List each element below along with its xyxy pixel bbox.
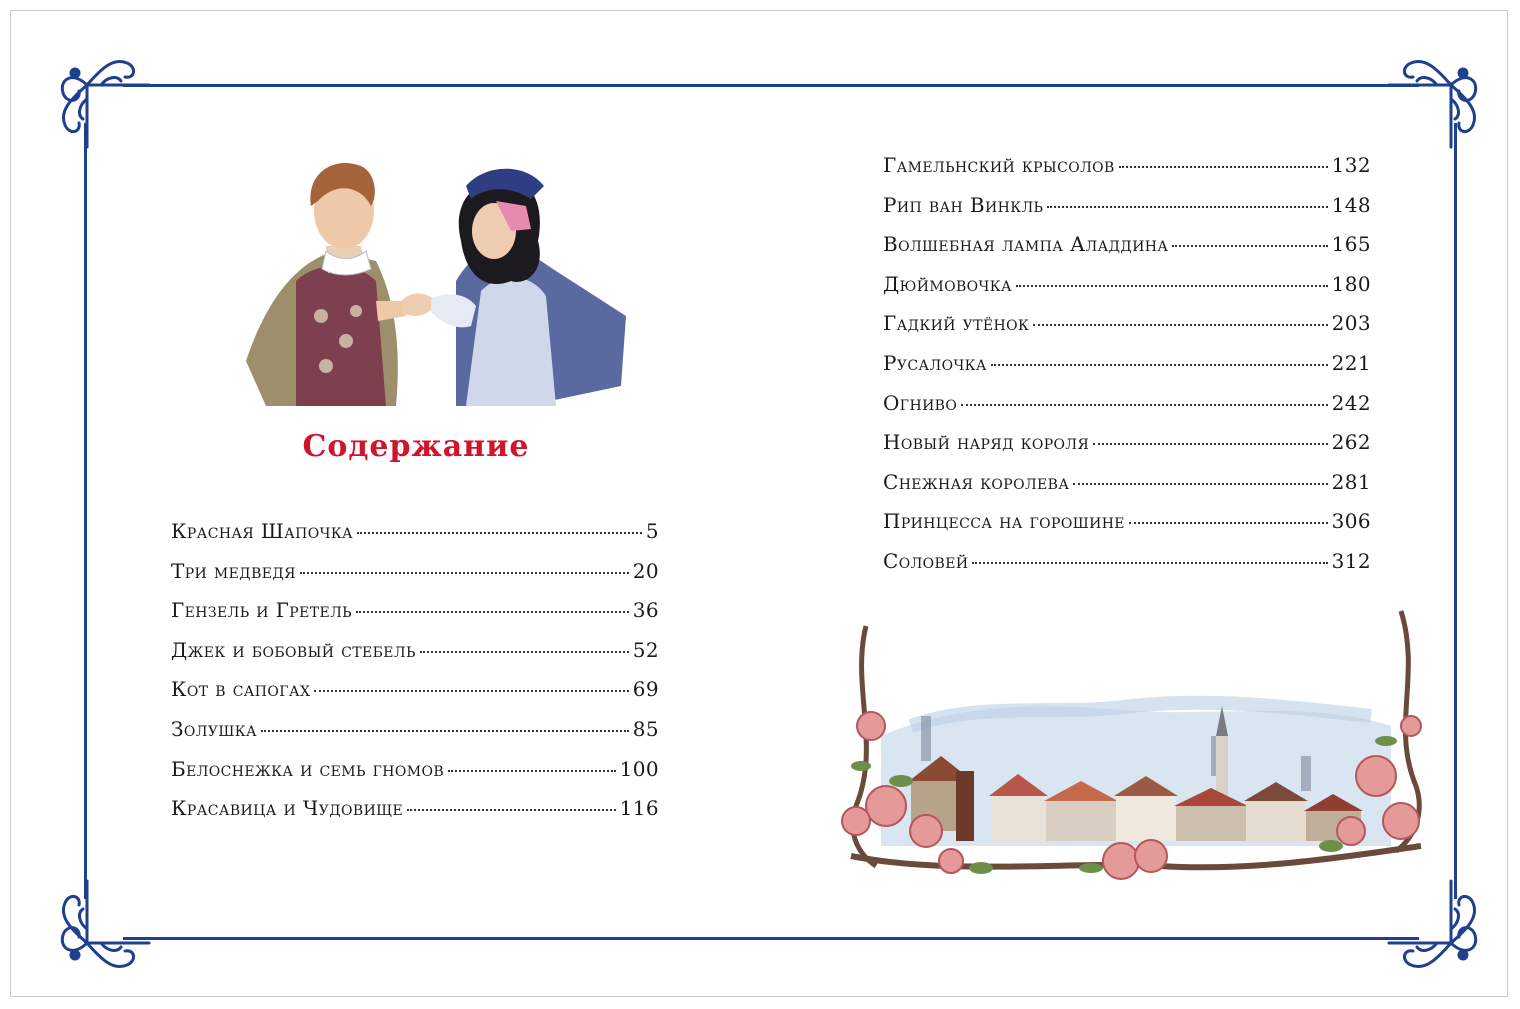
- toc-item-page: 100: [619, 756, 659, 781]
- toc-item: [171, 796, 659, 836]
- toc-item: [883, 153, 1371, 193]
- toc-list-left: [171, 519, 659, 836]
- frame-border-left: [84, 123, 87, 899]
- toc-item-title: Белоснежка и семь гномов: [171, 756, 445, 781]
- toc-leader-dots: [356, 610, 629, 613]
- toc-leader-dots: [1119, 165, 1328, 168]
- toc-item-page: 306: [1331, 509, 1371, 534]
- toc-item-title: Гензель и Гретель: [171, 598, 353, 623]
- toc-leader-dots: [300, 571, 629, 574]
- toc-item: [883, 430, 1371, 470]
- toc-item: [883, 391, 1371, 431]
- toc-item: [171, 638, 659, 678]
- toc-item-title: Русалочка: [883, 350, 987, 375]
- corner-ornament-icon: [1387, 49, 1487, 149]
- toc-item-page: 36: [632, 598, 659, 623]
- toc-item-page: 69: [632, 677, 659, 702]
- toc-item: [883, 470, 1371, 510]
- toc-leader-dots: [991, 363, 1328, 366]
- corner-ornament-icon: [51, 49, 151, 149]
- toc-item-page: 203: [1331, 311, 1371, 336]
- toc-item-page: 132: [1331, 153, 1371, 177]
- toc-leader-dots: [1172, 244, 1327, 247]
- toc-item: [883, 311, 1371, 351]
- toc-item-title: Красная Шапочка: [171, 519, 354, 543]
- toc-item-page: 281: [1331, 469, 1371, 494]
- toc-item-title: Принцесса на горошине: [883, 509, 1125, 534]
- toc-item-title: Соловей: [883, 548, 969, 573]
- toc-item-title: Гадкий утёнок: [883, 311, 1030, 336]
- toc-item-title: Золушка: [171, 716, 257, 741]
- toc-leader-dots: [1047, 205, 1327, 208]
- toc-leader-dots: [1033, 323, 1327, 326]
- toc-item: [171, 519, 659, 559]
- toc-item: [171, 677, 659, 717]
- toc-leader-dots: [972, 561, 1327, 564]
- toc-leader-dots: [448, 769, 616, 772]
- toc-item: [171, 559, 659, 599]
- toc-item-page: 20: [632, 558, 659, 583]
- toc-list-right: [883, 153, 1371, 589]
- toc-item-title: Красавица и Чудовище: [171, 796, 404, 821]
- toc-item: [171, 757, 659, 797]
- toc-item: [883, 272, 1371, 312]
- toc-item-page: 242: [1331, 390, 1371, 415]
- toc-leader-dots: [407, 808, 615, 811]
- toc-leader-dots: [420, 650, 629, 653]
- toc-leader-dots: [357, 531, 642, 534]
- town-roses-illustration: [831, 606, 1436, 906]
- book-spread: [10, 10, 1508, 997]
- toc-leader-dots: [1073, 482, 1327, 485]
- toc-item: [883, 193, 1371, 233]
- toc-item-title: Огниво: [883, 390, 958, 415]
- toc-leader-dots: [1093, 442, 1327, 445]
- toc-item-title: Три медведя: [171, 558, 296, 583]
- page-title: Содержание: [302, 429, 530, 464]
- frame-border-bottom: [123, 937, 1419, 940]
- toc-item-page: 180: [1331, 271, 1371, 296]
- toc-item-page: 52: [632, 637, 659, 662]
- toc-leader-dots: [314, 689, 628, 692]
- toc-leader-dots: [1129, 521, 1328, 524]
- toc-item-page: 5: [645, 519, 659, 543]
- toc-item: [883, 351, 1371, 391]
- toc-leader-dots: [1016, 284, 1328, 287]
- toc-item-page: 221: [1331, 350, 1371, 375]
- toc-item-page: 312: [1331, 548, 1371, 573]
- toc-item-title: Кот в сапогах: [171, 677, 311, 702]
- toc-item-title: Новый наряд короля: [883, 430, 1090, 455]
- corner-ornament-icon: [51, 879, 151, 979]
- toc-item: [171, 717, 659, 757]
- toc-item-title: Волшебная лампа Аладдина: [883, 232, 1169, 257]
- frame-border-right: [1454, 123, 1457, 899]
- toc-item-title: Гамельнский крысолов: [883, 153, 1115, 177]
- toc-item: [883, 549, 1371, 589]
- couple-illustration: [226, 151, 641, 406]
- toc-item-page: 116: [619, 796, 659, 821]
- toc-item: [883, 509, 1371, 549]
- toc-item-page: 85: [632, 716, 659, 741]
- frame-border-top: [123, 84, 1419, 87]
- toc-leader-dots: [961, 403, 1327, 406]
- toc-item-title: Рип ван Винкль: [883, 192, 1044, 217]
- toc-item-page: 148: [1331, 192, 1371, 217]
- toc-item-title: Дюймовочка: [883, 271, 1013, 296]
- toc-item: [171, 598, 659, 638]
- toc-item-title: Снежная королева: [883, 469, 1070, 494]
- toc-item-page: 262: [1331, 430, 1371, 455]
- toc-item-page: 165: [1331, 232, 1371, 257]
- toc-item: [883, 232, 1371, 272]
- toc-item-title: Джек и бобовый стебель: [171, 637, 416, 662]
- toc-leader-dots: [261, 729, 629, 732]
